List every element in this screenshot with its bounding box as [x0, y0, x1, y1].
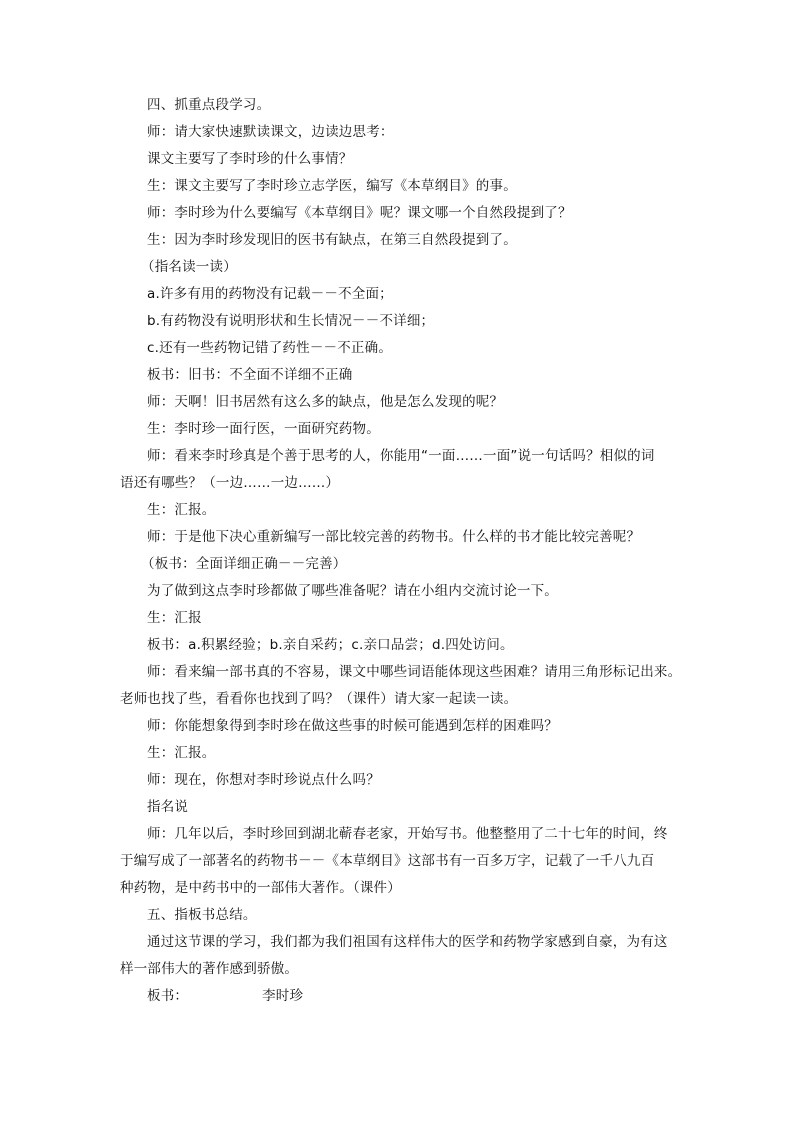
paragraph: 师：你能想象得到李时珍在做这些事的时候可能遇到怎样的困难吗？ — [147, 718, 558, 734]
paragraph: 生：汇报。 — [147, 745, 216, 761]
board-note: 板书：旧书：不全面不详细不正确 — [147, 367, 353, 383]
paragraph: 师：于是他下决心重新编写一部比较完善的药物书。什么样的书才能比较完善呢？ — [147, 529, 641, 545]
paragraph: 生：汇报。 — [147, 502, 216, 518]
paragraph: 课文主要写了李时珍的什么事情？ — [147, 151, 353, 167]
paragraph: 生：汇报 — [147, 610, 202, 626]
paragraph: 师：看来编一部书真的不容易，课文中哪些词语能体现这些困难？请用三角形标记出来。 — [147, 664, 682, 680]
paragraph: 师：现在，你想对李时珍说点什么吗？ — [147, 772, 380, 788]
paragraph: 为了做到这点李时珍都做了哪些准备呢？请在小组内交流讨论一下。 — [147, 583, 558, 599]
paragraph-continuation: 老师也找了些，看看你也找到了吗？（课件）请大家一起读一读。 — [120, 691, 518, 707]
paragraph: 通过这节课的学习，我们都为我们祖国有这样伟大的医学和药物学家感到自豪，为有这 — [147, 934, 668, 950]
section-heading-5: 五、指板书总结。 — [147, 907, 257, 923]
paragraph: （指名读一读） — [141, 259, 237, 275]
list-item: c.还有一些药物记错了药性－－不正确。 — [147, 340, 393, 356]
paragraph: 生：因为李时珍发现旧的医书有缺点，在第三自然段提到了。 — [147, 232, 517, 248]
board-summary — [120, 983, 680, 1010]
section-heading-4: 四、抓重点段学习。 — [147, 97, 271, 113]
paragraph: 生：课文主要写了李时珍立志学医，编写《本草纲目》的事。 — [147, 178, 517, 194]
paragraph-continuation: 语还有哪些？（一边……一边……） — [120, 475, 340, 491]
paragraph: 指名说 — [147, 799, 189, 815]
board-label: 板书： — [147, 988, 189, 1004]
board-note: 板书：a.积累经验；b.亲自采药；c.亲口品尝；d.四处访问。 — [147, 637, 514, 653]
paragraph: 师：李时珍为什么要编写《本草纲目》呢？课文哪一个自然段提到了？ — [147, 205, 572, 221]
document-body — [120, 92, 680, 1010]
paragraph: 师：看来李时珍真是个善于思考的人，你能用“一面……一面”说一句话吗？相似的词 — [147, 448, 655, 464]
paragraph: 师：天啊！旧书居然有这么多的缺点，他是怎么发现的呢？ — [147, 394, 504, 410]
paragraph-continuation: 样一部伟大的著作感到骄傲。 — [120, 961, 299, 977]
board-note: （板书：全面详细正确－－完善） — [141, 556, 347, 572]
paragraph: 生：李时珍一面行医，一面研究药物。 — [147, 421, 380, 437]
paragraph: 师：几年以后，李时珍回到湖北蕲春老家，开始写书。他整整用了二十七年的时间，终 — [147, 826, 668, 842]
paragraph: 师：请大家快速默读课文，边读边思考： — [147, 124, 394, 140]
list-item: b.有药物没有说明形状和生长情况－－不详细； — [147, 313, 435, 329]
list-item: a.许多有用的药物没有记载－－不全面； — [147, 286, 393, 302]
board-value: 李时珍 — [262, 988, 304, 1004]
paragraph-continuation: 于编写成了一部著名的药物书－－《本草纲目》这部书有一百多万字，记载了一千八九百 — [120, 853, 655, 869]
paragraph-continuation: 种药物，是中药书中的一部伟大著作。（课件） — [120, 880, 401, 896]
